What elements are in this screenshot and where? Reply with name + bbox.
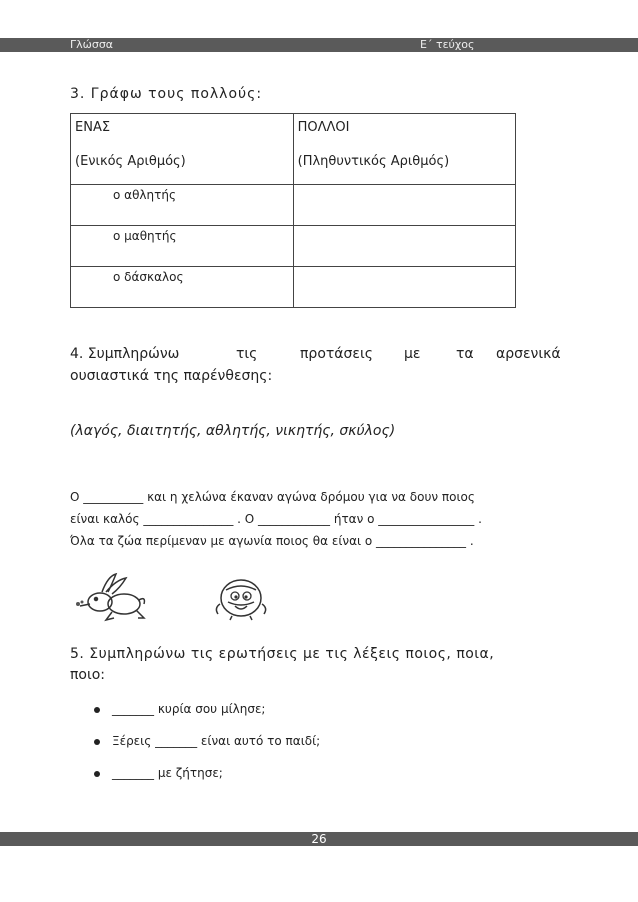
table-header-singular xyxy=(71,114,294,185)
question-text: _______ με ζήτησε; xyxy=(112,766,223,780)
singular-label: ΕΝΑΣ xyxy=(75,120,111,135)
list-item xyxy=(94,734,320,748)
plural-table xyxy=(70,113,516,308)
exercise-3-title: 3. Γράφω τους πολλούς: xyxy=(70,86,263,102)
header-bar xyxy=(0,38,638,52)
page-number: 26 xyxy=(311,832,327,846)
plural-answer-cell[interactable] xyxy=(293,226,515,267)
singular-word: ο μαθητής xyxy=(71,226,294,267)
bullet-icon xyxy=(94,707,100,713)
plural-answer-cell[interactable] xyxy=(293,267,515,308)
fill-line-1: Ο __________ και η χελώνα έκαναν αγώνα δρόμου για να δουν ποιος xyxy=(70,490,475,504)
bullet-icon xyxy=(94,771,100,777)
header-volume: Ε΄ τεύχος xyxy=(420,38,475,51)
title-word: 4. Συμπληρώνω xyxy=(70,346,180,362)
title-word: με xyxy=(404,346,421,362)
bullet-icon xyxy=(94,739,100,745)
rabbit-illustration xyxy=(72,572,152,624)
title-word: προτάσεις xyxy=(300,346,373,362)
header-subject: Γλώσσα xyxy=(70,38,114,51)
plural-label: ΠΟΛΛΟΙ xyxy=(297,120,350,135)
question-text: _______ κυρία σου μίλησε; xyxy=(112,702,266,716)
table-row xyxy=(71,267,516,308)
exercise-5-title-line2: ποιο: xyxy=(70,667,106,683)
singular-sublabel: (Ενικός Αριθμός) xyxy=(75,154,186,169)
table-row xyxy=(71,226,516,267)
fill-line-2: είναι καλός _______________ . Ο ____________ ήταν ο ________________ . xyxy=(70,512,482,526)
table-row xyxy=(71,185,516,226)
exercise-4-title-line2: ουσιαστικά της παρένθεσης: xyxy=(70,368,273,384)
turtle-illustration xyxy=(210,572,272,622)
question-text: Ξέρεις _______ είναι αυτό το παιδί; xyxy=(112,734,321,748)
word-bank: (λαγός, διαιτητής, αθλητής, νικητής, σκύλος) xyxy=(70,423,396,439)
table-header-plural xyxy=(293,114,515,185)
title-word: αρσενικά xyxy=(496,346,561,362)
singular-word: ο δάσκαλος xyxy=(71,267,294,308)
footer-bar xyxy=(0,832,638,846)
singular-word: ο αθλητής xyxy=(71,185,294,226)
title-word: τα xyxy=(456,346,474,362)
list-item xyxy=(94,702,265,716)
plural-sublabel: (Πληθυντικός Αριθμός) xyxy=(297,154,450,169)
fill-line-3: Όλα τα ζώα περίμεναν με αγωνία ποιος θα είναι ο _______________ . xyxy=(70,534,474,548)
title-word: τις xyxy=(236,346,258,362)
plural-answer-cell[interactable] xyxy=(293,185,515,226)
list-item xyxy=(94,766,223,780)
exercise-5-title-line1: 5. Συμπληρώνω τις ερωτήσεις με τις λέξεις ποιος, ποια, xyxy=(70,646,495,662)
